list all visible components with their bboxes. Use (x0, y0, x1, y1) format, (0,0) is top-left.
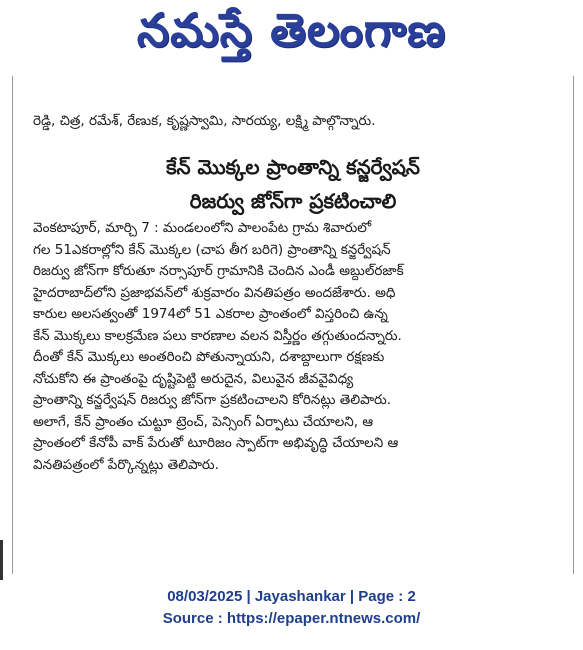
article-line: కేన్ మొక్కలు కాలక్రమేణ పలు కారణాల వలన విస్తీర్ణం తగ్గుతుందన్నారు. (33, 327, 402, 344)
clipping-edge-mark (0, 540, 3, 580)
article-line: కారుల అలసత్వంతో 1974లో 51 ఎకరాల ప్రాంతంలో విస్తరించి ఉన్న (33, 306, 388, 322)
previous-article-tail: రెడ్డి, చిత్ర, రమేశ్, రేణుక, కృష్ణస్వామి, సారయ్య, లక్ష్మి పాల్గొన్నారు. (33, 113, 376, 129)
article-line: ప్రాంతంలో కేనోపీ వాక్ పేరుతో టూరిజం స్పాట్‌గా అభివృద్ధి చేయాలని ఆ (33, 435, 399, 451)
article-line: దీంతో కేన్ మొక్కలు అంతరించి పోతున్నాయని, దశాబ్దాలుగా రక్షణకు (33, 349, 385, 365)
article-line: రిజర్వు జోన్‌గా కోరుతూ నర్సాపూర్ గ్రామానికి చెందిన ఎండీ అబ్దుల్‌రజాక్ (33, 263, 404, 279)
masthead (0, 0, 583, 72)
article-line: నోచుకోని ఈ ప్రాంతంపై దృష్టిపెట్టి అరుదైన, విలువైన జీవవైవిధ్య (33, 370, 354, 387)
article-line: వెంకటాపూర్, మార్చి 7 : మండలంలోని పాలంపేట గ్రామ శివారులో (33, 220, 372, 236)
article-line: అలాగే, కేన్ ప్రాంతం చుట్టూ ట్రెంచ్, పెన్సింగ్ ఏర్పాటు చేయాలని, ఆ (33, 413, 374, 430)
article-line: వినతిపత్రంలో పేర్కొన్నట్లు తెలిపారు. (33, 456, 219, 473)
footer-source-line: Source : https://epaper.ntnews.com/ (162, 610, 421, 627)
footer-date-line: 08/03/2025 | Jayashankar | Page : 2 (167, 588, 416, 605)
clipping-footer (0, 586, 583, 630)
article-line: ప్రాంతాన్ని కన్జర్వేషన్ రిజర్వు జోన్‌గా ప్రకటించాలని కోరినట్లు తెలిపారు. (33, 392, 392, 408)
article-line: హైదరాబాద్‌లోని ప్రజాభవన్‌లో శుక్రవారం వినతిపత్రం అందజేశారు. అధి (33, 284, 396, 301)
newspaper-logo: నమస్తే తెలంగాణ (136, 3, 447, 57)
headline-line-2: రిజర్వు జోన్‌గా ప్రకటించాలి (189, 189, 397, 213)
article-body (33, 218, 561, 476)
headline-line-1: కేన్ మొక్కల ప్రాంతాన్ని కన్జర్వేషన్ (166, 155, 420, 179)
article-line: గల 51ఎకరాల్లోని కేన్ మొక్కల (చాప తీగ బరిగె) ప్రాంతాన్ని కన్జర్వేషన్ (33, 241, 391, 258)
article-clipping (12, 76, 574, 574)
next-article-cut-headline (43, 560, 553, 574)
article-headline (13, 150, 573, 218)
